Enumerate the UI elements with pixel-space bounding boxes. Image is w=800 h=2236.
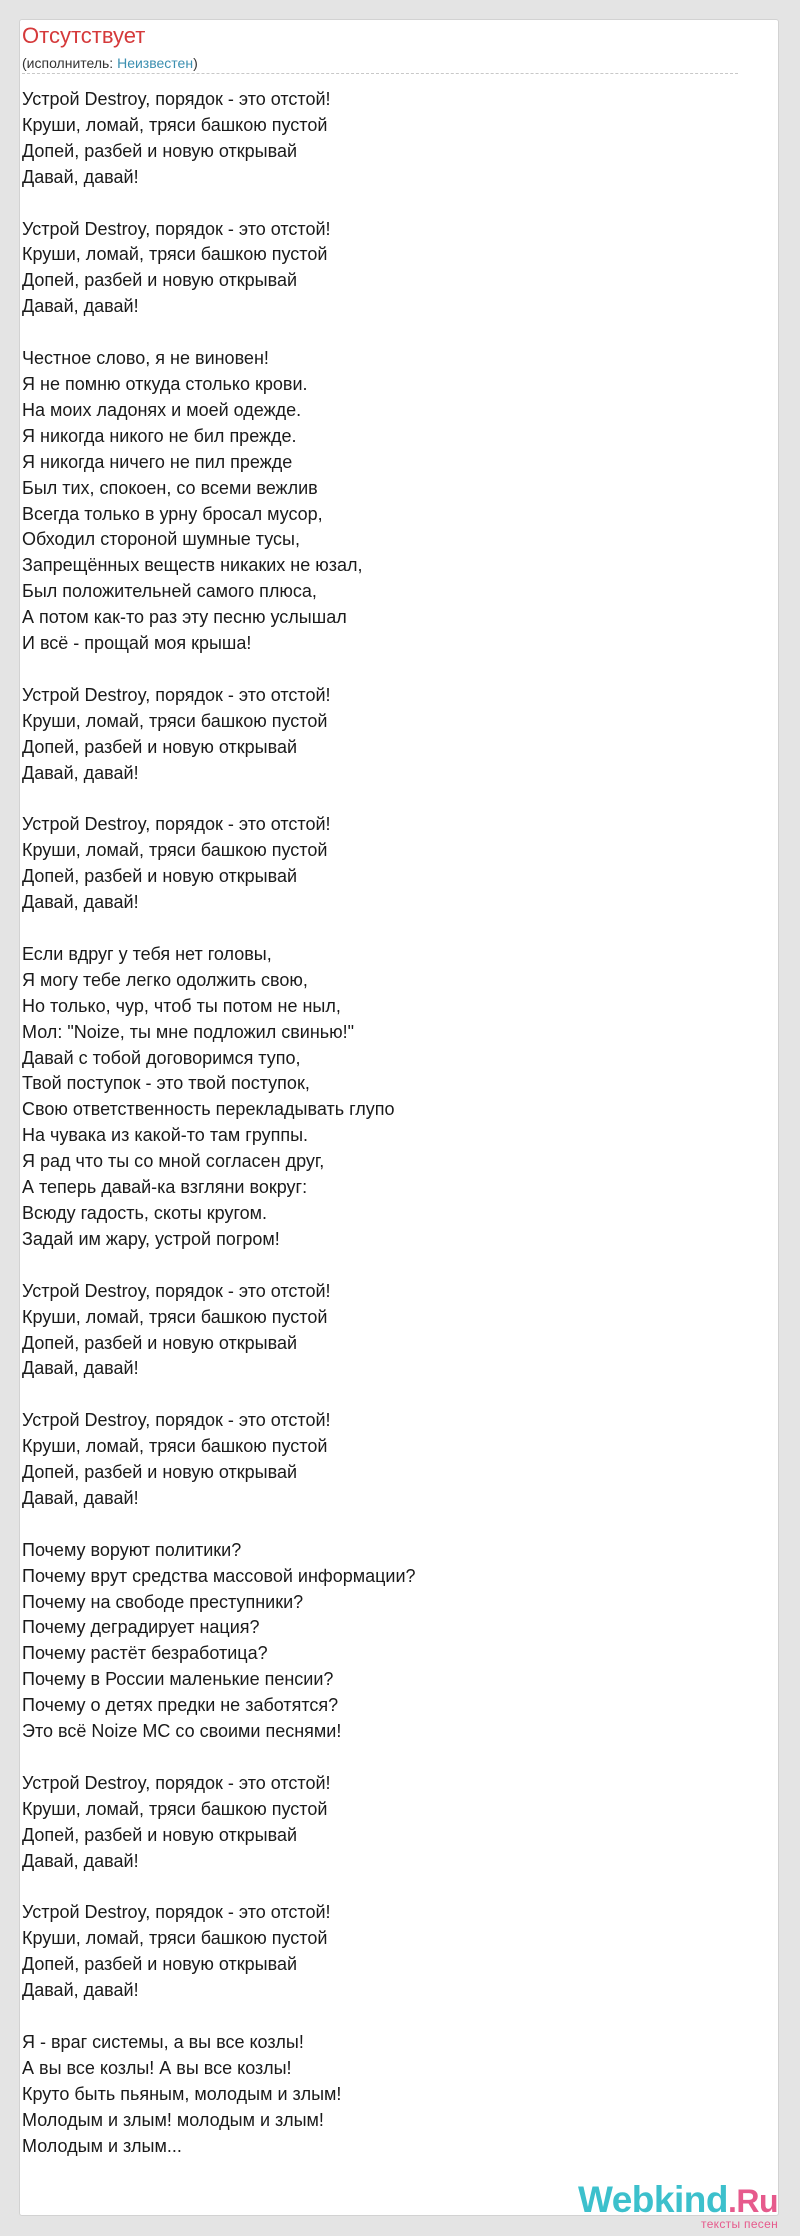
logo-ru: .Ru <box>727 2183 778 2219</box>
artist-line <box>22 54 198 72</box>
logo-tagline: тексты песен <box>701 2217 778 2231</box>
artist-link[interactable]: Неизвестен <box>117 55 194 71</box>
artist-suffix: ) <box>193 55 198 71</box>
webkind-logo[interactable] <box>578 2181 778 2230</box>
logo-wordmark <box>578 2181 778 2220</box>
song-title: Отсутствует <box>22 23 146 48</box>
lyrics-text: Устрой Destroy, порядок - это отстой! Круши, ломай, тряси башкою пустой Допей, разбей и новую открывай Давай, давай! Устрой Destroy, порядок - это отстой! Круши, ломай, тряси башкою пустой Допей, разбей и новую открывай Давай, давай! Честное слово, я не виновен! Я не помню откуда столько крови. На моих ладонях и моей одежде. Я никогда никого не бил прежде. Я никогда ничего не пил прежде Был тих, спокоен, со всеми вежлив Всегда только в урну бросал мусор, Обходил стороной шумные тусы, Запрещённых веществ никаких не юзал, Был положительней самого плюса, А потом как-то раз эту песню услышал И всё - прощай моя крыша! Устрой Destroy, порядок - это отстой! Круши, ломай, тряси башкою пустой Допей, разбей и новую открывай Давай, давай! Устрой Destroy, порядок - это отстой! Круши, ломай, тряси башкою пустой Допей, разбей и новую открывай Давай, давай! Если вдруг у тебя нет головы, Я могу тебе легко одолжить свою, Но только, чур, чтоб ты потом не ныл, Мол: "Noize, ты мне подложил свинью!" Давай с тобой договоримся тупо, Твой поступок - это твой поступок, Свою ответственность перекладывать глупо На чувака из какой-то там группы. Я рад что ты со мной согласен друг, А теперь давай-ка взгляни вокруг: Всюду гадость, скоты кругом. Задай им жару, устрой погром! Устрой Destroy, порядок - это отстой! Круши, ломай, тряси башкою пустой Допей, разбей и новую открывай Давай, давай! Устрой Destroy, порядок - это отстой! Круши, ломай, тряси башкою пустой Допей, разбей и новую открывай Давай, давай! Почему воруют политики? Почему врут средства массовой информации? Почему на свободе преступники? Почему деградирует нация? Почему растёт безработица? Почему в России маленькие пенсии? Почему о детях предки не заботятся? Это всё Noize MC со своими песнями! Устрой Destroy, порядок - это отстой! Круши, ломай, тряси башкою пустой Допей, разбей и новую открывай Давай, давай! Устрой Destroy, порядок - это отстой! Круши, ломай, тряси башкою пустой Допей, разбей и новую открывай Давай, давай! Я - враг системы, а вы все козлы! А вы все козлы! А вы все козлы! Круто быть пьяным, молодым и злым! Молодым и злым! молодым и злым! Молодым и злым... <box>22 89 416 2156</box>
logo-web: Web <box>577 2179 654 2220</box>
logo-kind: kind <box>653 2179 728 2220</box>
artist-prefix: (исполнитель: <box>22 55 118 71</box>
title-divider <box>22 73 738 74</box>
